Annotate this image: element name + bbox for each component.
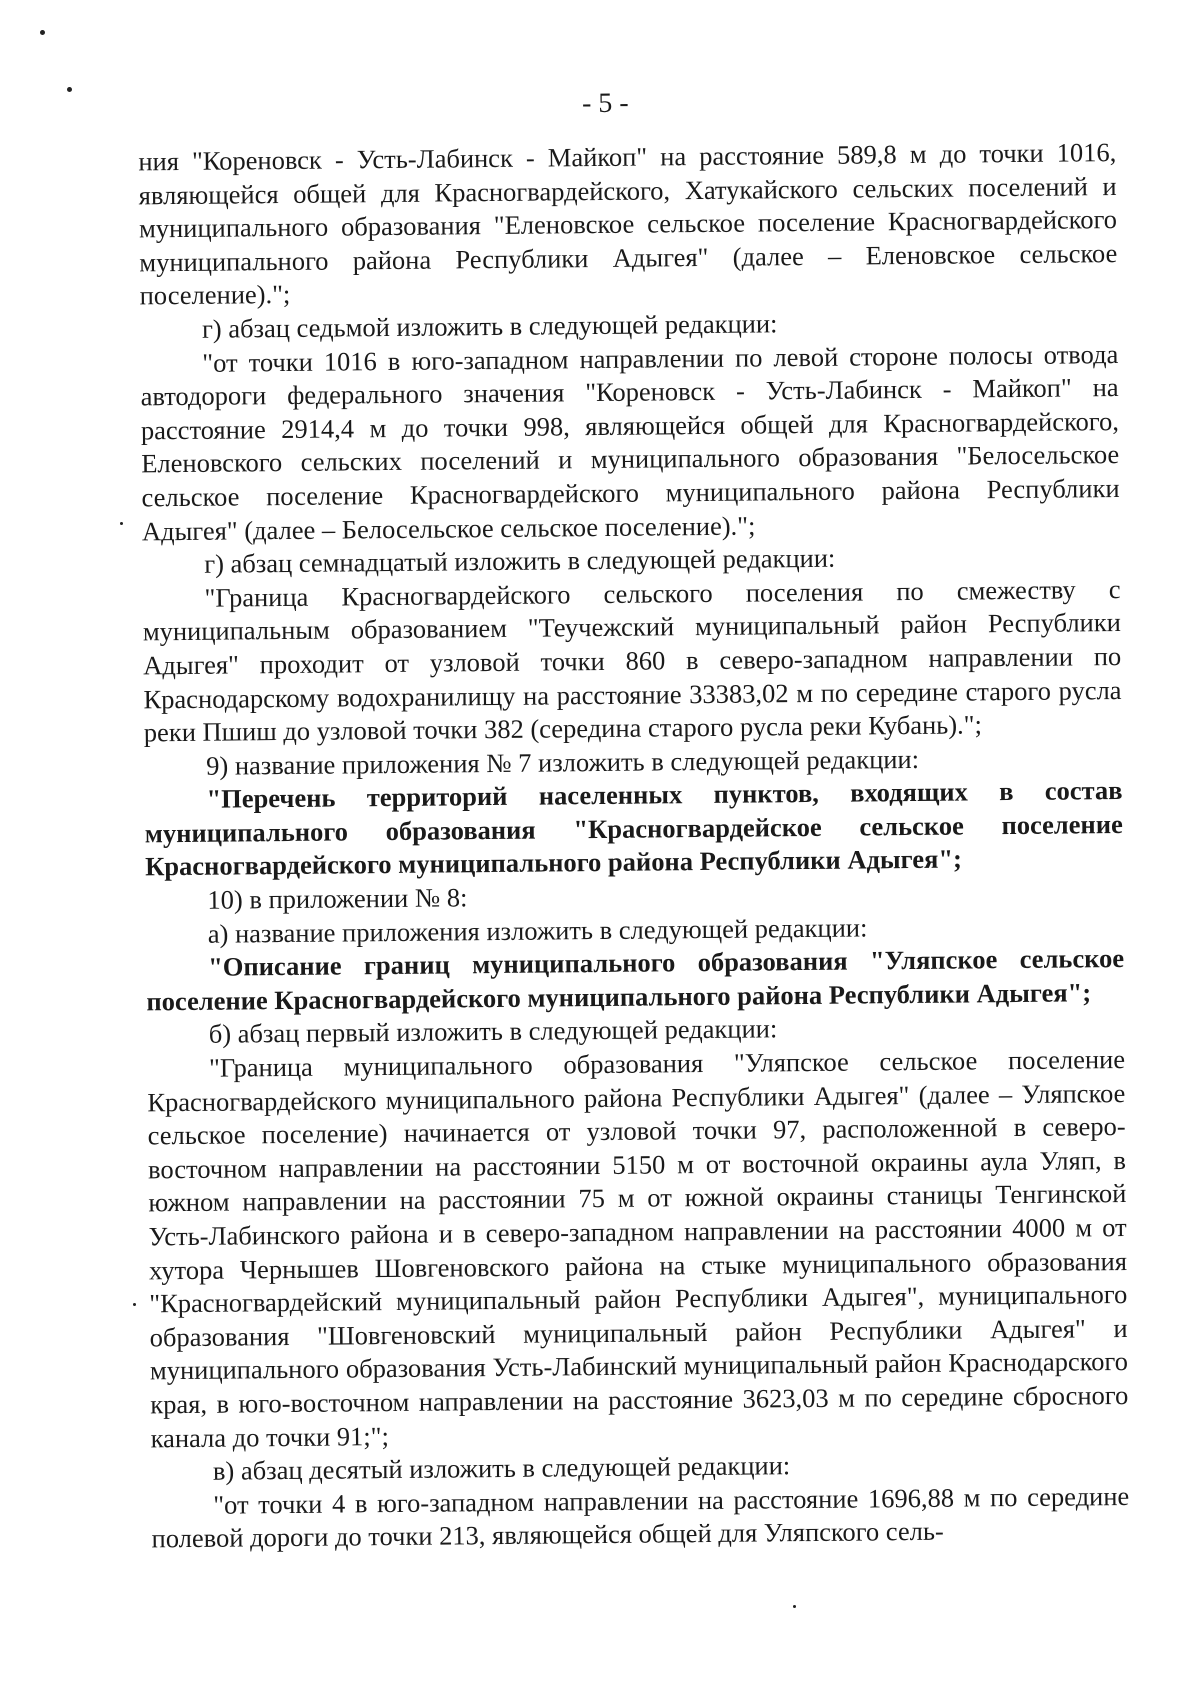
- scan-speck: [67, 87, 72, 92]
- amendment-item-a: а) название приложения изложить в следующей редакции:: [207, 912, 868, 949]
- scan-speck: [793, 1605, 796, 1608]
- amendment-item-g-seventeenth: г) абзац семнадцатый изложить в следующей редакции:: [204, 542, 836, 579]
- document-body: [138, 136, 1129, 1556]
- scan-speck: [40, 30, 45, 35]
- quoted-text-boundary: "Граница муниципального образования "Уляпское сельское поселение Красногвардейского муниципального района Республики Адыгея" (далее – Уляпское сельское поселение) начинается от узловой точки 97, расположенной в северо-восточном направлении на расстоянии 5150 м от восточной окраины аула Уляп, в южном направлении на расстоянии 75 м от южной окраины станицы Тенгинской Усть-Лабинского района и в северо-западном направлении на расстоянии 4000 м от хутора Чернышев Шовгеновского района на стыке муниципального образования "Красногвардейский муниципальный район Республики Адыгея", муниципального образования "Шовгеновский муниципальный район Республики Адыгея" и муниципального образования Усть-Лабинский муниципальный район Краснодарского края, в юго-восточном направлении на расстояние 3623,03 м по середине сбросного канала до точки 91;";: [147, 1044, 1129, 1453]
- scan-speck: [120, 522, 123, 525]
- page-number: - 5 -: [581, 87, 629, 120]
- amendment-item-g-seventh: г) абзац седьмой изложить в следующей редакции:: [201, 308, 778, 344]
- amendment-item-9: 9) название приложения № 7 изложить в следующей редакции:: [206, 743, 920, 781]
- scan-speck: [133, 1303, 136, 1306]
- amendment-item-b: б) абзац первый изложить в следующей редакции:: [208, 1013, 778, 1050]
- appendix-7-title: "Перечень территорий населенных пунктов, входящих в состав муниципального образования "Красногвардейское сельское поселение Красногвардейского муниципального района Республики Адыгея";: [144, 775, 1123, 882]
- quoted-text-seventh: "от точки 1016 в юго-западном направлении по левой стороне полосы отвода автодороги федерального значения "Кореновск - Усть-Лабинск - Майкоп" на расстояние 2914,4 м до точки 998, являющейся общей для Красногвардейского, Еленовского сельских поселений и муниципального образования "Белосельское сельское поселение Красногвардейского муниципального района Республики Адыгея" (далее – Белосельское сельское поселение).";: [140, 338, 1120, 546]
- paragraph-continuation: ния "Кореновск - Усть-Лабинск - Майкоп" на расстояние 589,8 м до точки 1016, являющейся общей для Красногвардейского, Хатукайского сельских поселений и муниципального образования "Еленовское сельское поселение Красногвардейского муниципального района Республики Адыгея" (далее – Еленовское сельское поселение).";: [138, 137, 1118, 311]
- quoted-text-seventeenth: "Граница Красногвардейского сельского поселения по смежеству с муниципальным образованием "Теучежский муниципальный район Республики Адыгея" проходит от узловой точки 860 в северо-западном направлении по Краснодарскому водохранилищу на расстояние 33383,02 м по середине старого русла реки Пшиш до узловой точки 382 (середина старого русла реки Кубань).";: [142, 573, 1122, 748]
- appendix-8-title: "Описание границ муниципального образования "Уляпское сельское поселение Красногвардейского муниципального района Республики Адыгея";: [146, 943, 1125, 1017]
- quoted-text-tenth: "от точки 4 в юго-западном направлении на расстояние 1696,88 м по середине полевой дороги до точки 213, являющейся общей для Уляпского сель-: [151, 1480, 1130, 1554]
- amendment-item-v: в) абзац десятый изложить в следующей редакции:: [212, 1450, 791, 1486]
- amendment-item-10: 10) в приложении № 8:: [207, 882, 468, 915]
